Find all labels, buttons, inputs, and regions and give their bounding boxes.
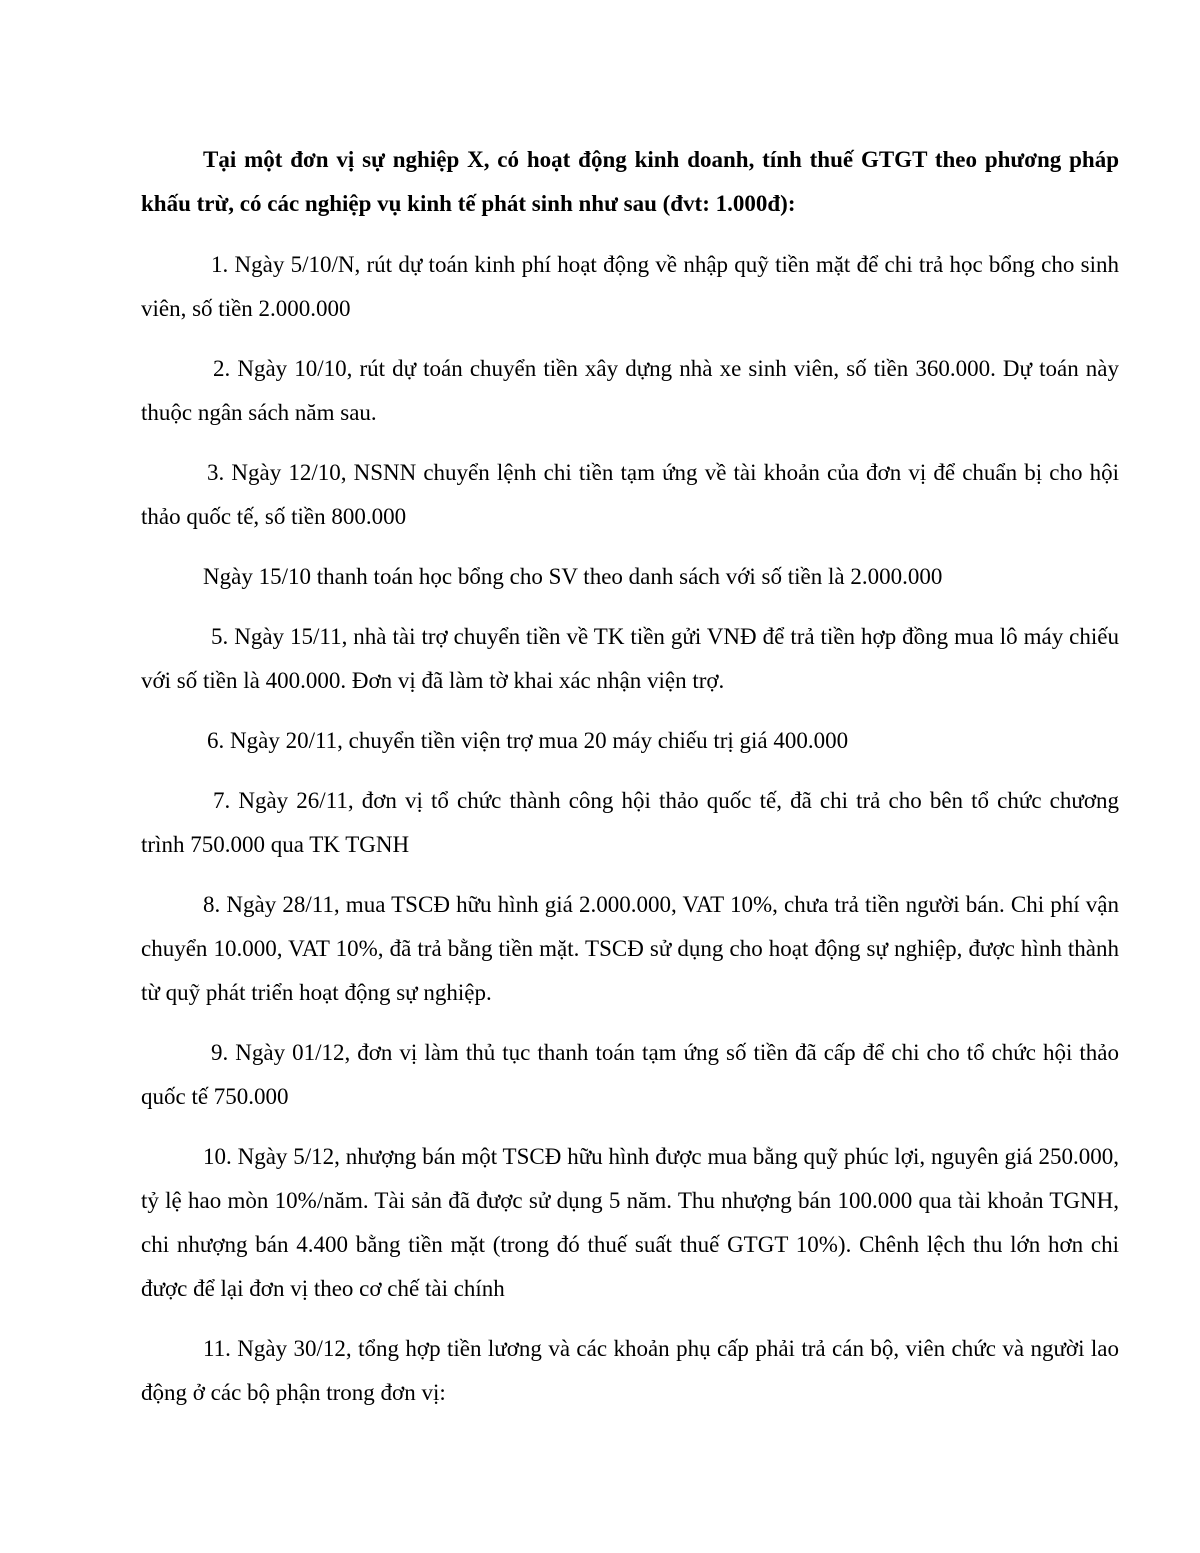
transaction-item-8: 8. Ngày 28/11, mua TSCĐ hữu hình giá 2.000.000, VAT 10%, chưa trả tiền người bán. Chi phí vận chuyển 10.000, VAT 10%, đã trả bằng tiền mặt. TSCĐ sử dụng cho hoạt động sự nghiệp, được hình thành từ quỹ phát triển hoạt động sự nghiệp.: [141, 892, 1119, 1005]
transaction-item-4: Ngày 15/10 thanh toán học bổng cho SV theo danh sách với số tiền là 2.000.000: [203, 564, 943, 589]
transaction-item-5: 5. Ngày 15/11, nhà tài trợ chuyển tiền về TK tiền gửi VNĐ để trả tiền hợp đồng mua lô máy chiếu với số tiền là 400.000. Đơn vị đã làm tờ khai xác nhận viện trợ.: [141, 624, 1119, 693]
transaction-item-2: 2. Ngày 10/10, rút dự toán chuyển tiền xây dựng nhà xe sinh viên, số tiền 360.000. Dự toán này thuộc ngân sách năm sau.: [141, 356, 1119, 425]
transaction-item-9: 9. Ngày 01/12, đơn vị làm thủ tục thanh toán tạm ứng số tiền đã cấp để chi cho tổ chức hội thảo quốc tế 750.000: [141, 1040, 1119, 1109]
transaction-item-1: 1. Ngày 5/10/N, rút dự toán kinh phí hoạt động về nhập quỹ tiền mặt để chi trả học bổng cho sinh viên, số tiền 2.000.000: [141, 252, 1119, 321]
intro-paragraph: Tại một đơn vị sự nghiệp X, có hoạt động kinh doanh, tính thuế GTGT theo phương pháp khấu trừ, có các nghiệp vụ kinh tế phát sinh như sau (đvt: 1.000đ):: [141, 147, 1119, 216]
document-page: [141, 138, 1119, 1431]
transaction-item-10: 10. Ngày 5/12, nhượng bán một TSCĐ hữu hình được mua bằng quỹ phúc lợi, nguyên giá 250.000, tỷ lệ hao mòn 10%/năm. Tài sản đã được sử dụng 5 năm. Thu nhượng bán 100.000 qua tài khoản TGNH, chi nhượng bán 4.400 bằng tiền mặt (trong đó thuế suất thuế GTGT 10%). Chênh lệch thu lớn hơn chi được để lại đơn vị theo cơ chế tài chính: [141, 1144, 1119, 1301]
transaction-item-11: 11. Ngày 30/12, tổng hợp tiền lương và các khoản phụ cấp phải trả cán bộ, viên chức và người lao động ở các bộ phận trong đơn vị:: [141, 1336, 1119, 1405]
transaction-item-6: 6. Ngày 20/11, chuyển tiền viện trợ mua 20 máy chiếu trị giá 400.000: [207, 728, 849, 753]
transaction-item-3: 3. Ngày 12/10, NSNN chuyển lệnh chi tiền tạm ứng về tài khoản của đơn vị để chuẩn bị cho hội thảo quốc tế, số tiền 800.000: [141, 460, 1119, 529]
transaction-item-7: 7. Ngày 26/11, đơn vị tổ chức thành công hội thảo quốc tế, đã chi trả cho bên tổ chức chương trình 750.000 qua TK TGNH: [141, 788, 1119, 857]
